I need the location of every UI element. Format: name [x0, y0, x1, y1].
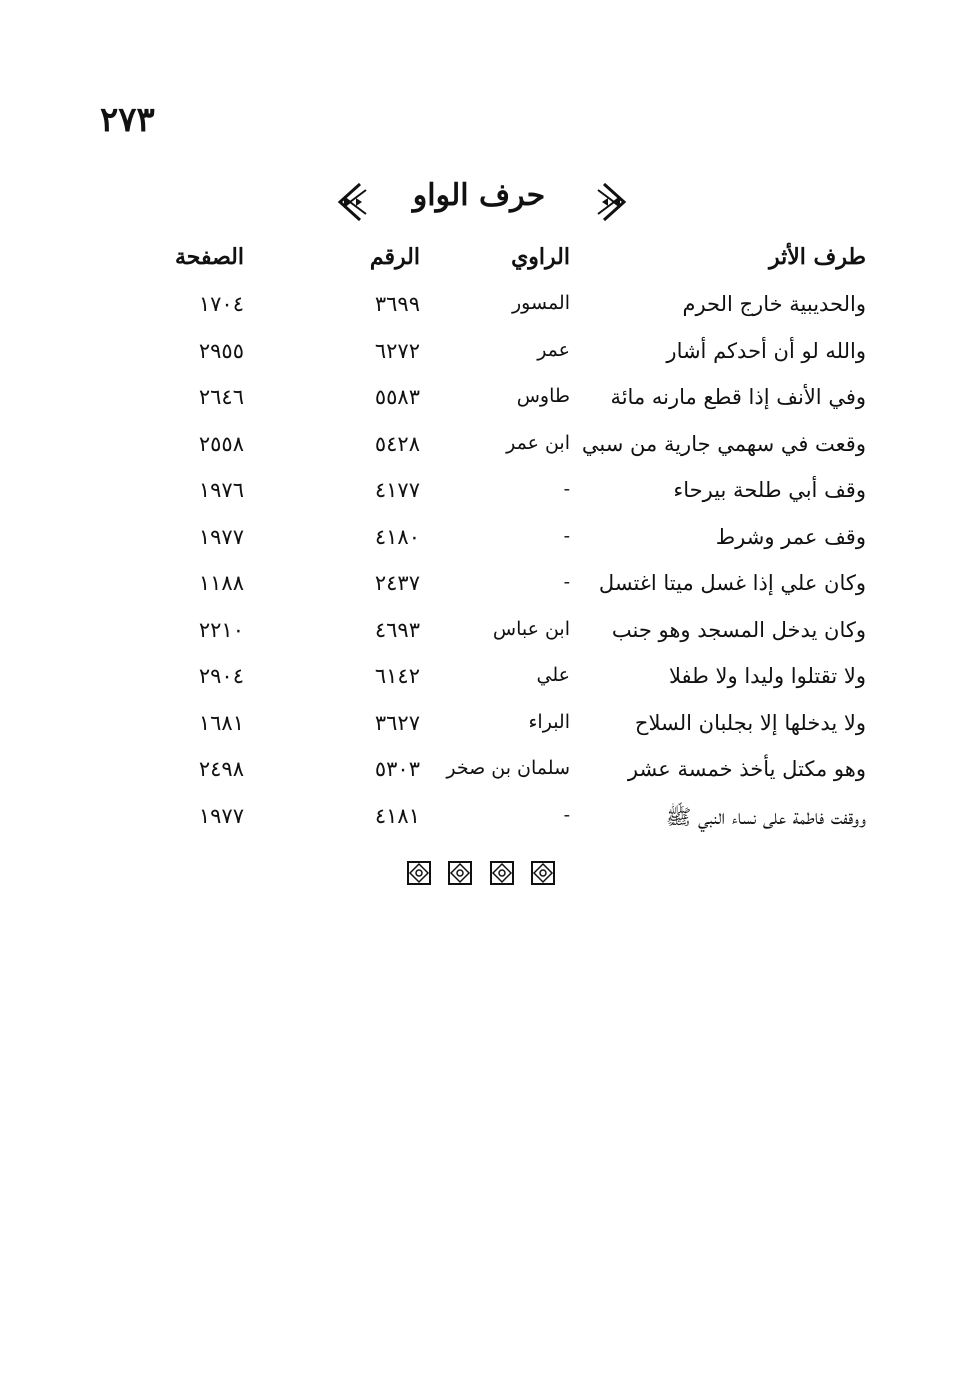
row-number: ٤١٨١	[374, 803, 420, 828]
row-page: ٢٦٤٦	[198, 385, 244, 409]
row-page: ٢٤٩٨	[198, 757, 244, 781]
table-row	[96, 796, 876, 843]
row-page: ١٦٨١	[198, 710, 244, 735]
table-row	[96, 563, 876, 610]
knot-ornament-icon	[447, 860, 473, 886]
right-bracket-ornament-icon	[594, 180, 634, 224]
index-table	[96, 236, 876, 842]
row-phrase: وكان علي إذا غسل ميتا اغتسل	[598, 571, 866, 595]
page-number: ٢٧٣	[100, 100, 155, 140]
row-phrase: والله لو أن أحدكم أشار	[666, 338, 866, 363]
table-row	[96, 749, 876, 796]
table-row	[96, 610, 876, 657]
row-narrator: ابن عباس	[492, 617, 570, 640]
table-header-row	[96, 236, 876, 284]
row-narrator: سلمان بن صخر	[446, 757, 570, 779]
table-row	[96, 331, 876, 378]
row-page: ١٧٠٤	[198, 292, 244, 316]
row-page: ١٩٧٦	[198, 478, 244, 502]
section-heading	[0, 172, 956, 232]
row-page: ٢٥٥٨	[198, 431, 244, 456]
table-row	[96, 377, 876, 424]
row-number: ٣٦٢٧	[374, 710, 420, 735]
row-narrator: علي	[536, 664, 570, 686]
table-row	[96, 656, 876, 703]
row-number: ٢٤٣٧	[374, 571, 420, 595]
header-narrator: الراوي	[511, 244, 570, 270]
table-row	[96, 284, 876, 331]
knot-ornament-icon	[530, 860, 556, 886]
row-narrator: البراء	[528, 710, 570, 733]
row-number: ٤١٧٧	[374, 478, 420, 502]
section-title: حرف الواو	[412, 178, 546, 213]
header-number: الرقم	[369, 244, 420, 270]
row-number: ٥٣٠٣	[374, 757, 420, 781]
row-number: ٦٢٧٢	[374, 338, 420, 363]
row-narrator: ابن عمر	[506, 431, 570, 454]
end-of-section-ornaments	[406, 860, 556, 894]
row-number: ٣٦٩٩	[374, 292, 420, 316]
row-phrase: وقعت في سهمي جارية من سبي	[581, 431, 866, 456]
row-phrase: ولا يدخلها إلا بجلبان السلاح	[634, 710, 866, 735]
row-narrator: -	[563, 478, 570, 500]
row-phrase: وقف عمر وشرط	[715, 524, 866, 549]
left-bracket-ornament-icon	[330, 180, 370, 224]
row-narrator: -	[563, 571, 570, 593]
row-narrator: -	[563, 803, 570, 826]
row-phrase: وقف أبي طلحة بيرحاء	[673, 478, 866, 502]
row-page: ١١٨٨	[198, 571, 244, 595]
row-number: ٥٤٢٨	[374, 431, 420, 456]
row-narrator: -	[563, 524, 570, 547]
row-number: ٤١٨٠	[374, 524, 420, 549]
row-number: ٦١٤٢	[374, 664, 420, 688]
table-row	[96, 703, 876, 750]
table-row	[96, 470, 876, 517]
row-phrase: والحديبية خارج الحرم	[682, 292, 866, 316]
row-number: ٥٥٨٣	[374, 385, 420, 409]
row-narrator: عمر	[537, 338, 570, 361]
row-page: ١٩٧٧	[198, 524, 244, 549]
row-phrase: وكان يدخل المسجد وهو جنب	[611, 617, 866, 642]
table-row	[96, 517, 876, 564]
row-number: ٤٦٩٣	[374, 617, 420, 642]
row-phrase: وهو مكتل يأخذ خمسة عشر	[627, 757, 866, 781]
row-phrase: ووقفت فاطمة على نساء النبي ﷺ	[665, 804, 866, 829]
row-phrase: ولا تقتلوا وليدا ولا طفلا	[669, 664, 866, 688]
row-page: ٢٢١٠	[198, 617, 244, 642]
row-narrator: المسور	[512, 292, 570, 314]
header-page: الصفحة	[174, 244, 244, 270]
knot-ornament-icon	[489, 860, 515, 886]
row-phrase: وفي الأنف إذا قطع مارنه مائة	[610, 385, 866, 409]
row-narrator: طاوس	[516, 385, 570, 407]
row-page: ٢٩٠٤	[198, 664, 244, 688]
knot-ornament-icon	[406, 860, 432, 886]
header-phrase: طرف الأثر	[768, 244, 866, 270]
row-page: ١٩٧٧	[198, 803, 244, 828]
row-page: ٢٩٥٥	[198, 338, 244, 363]
table-row	[96, 424, 876, 471]
